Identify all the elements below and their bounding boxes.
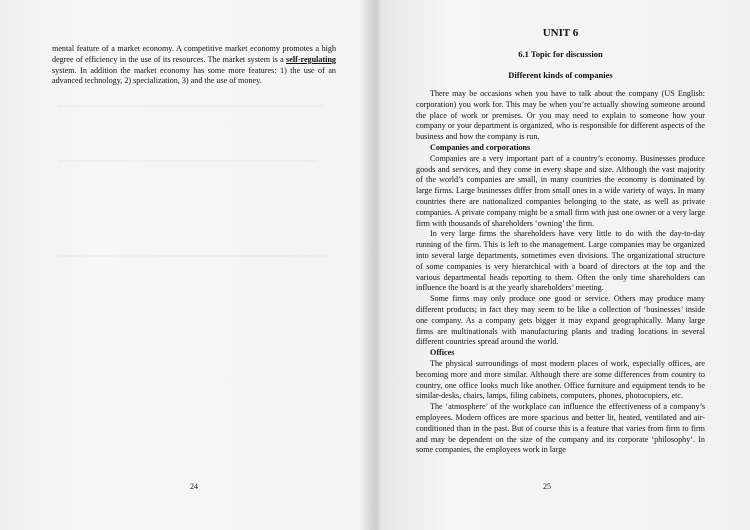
paragraph-products: Some firms may only produce one good or service. Others may produce many different products; in fact they may seem to be like a collection of ‘businesses’ inside one company. As a company gets bigger it may expand geographically. Many large firms are multinationals with manufacturing plants and trading locations in several different countries spread around the world.	[416, 294, 705, 347]
topic-heading: 6.1 Topic for discussion	[518, 49, 603, 59]
paragraph-atmosphere: The ‘atmosphere’ of the workplace can influence the effectiveness of a company’s employees. Modern offices are more spacious and better lit, heated, ventilated and air-conditioned than in the past. But of course this is a feature that varies from firm to firm and may be dependent on the size of the company and its corporate ‘philosophy’. In some companies, the employees work in large	[416, 402, 705, 455]
section-title: Different kinds of companies	[508, 70, 613, 80]
left-line-1: mental feature of a market economy. A competitive market economy promotes a	[52, 44, 319, 53]
right-page	[378, 0, 750, 530]
right-page-text	[416, 89, 705, 456]
left-line-2: high degree of efficiency in the use of its resources. The market system is a	[52, 44, 337, 64]
left-line-4: 1) the use of an advanced technology, 2) specialization, 3) and the use of money.	[52, 65, 336, 86]
heading-offices: Offices	[430, 348, 455, 358]
heading-companies-corporations: Companies and corporations	[430, 142, 531, 152]
paragraph-offices: The physical surroundings of most modern places of work, especially offices, are becoming more and more similar. Although there are some differences from country to country, one office looks much like another. Office furniture and equipment tends to be similar-desks, chairs, lamps, filing cabinets, computers, phones, photocopiers, etc.	[416, 358, 705, 401]
show-through-text	[58, 105, 324, 107]
left-page	[0, 0, 372, 530]
right-page-number: 25	[543, 482, 551, 491]
left-page-text	[52, 44, 336, 87]
left-page-number: 24	[190, 482, 198, 491]
self-regulating-term: self-regulating	[286, 54, 336, 64]
left-line-3: system. In addition the market economy has some more features:	[52, 65, 277, 75]
show-through-text	[58, 160, 318, 162]
paragraph-companies: Companies are a very important part of a country’s economy. Businesses produce goods and services, and they come in every shape and size. Although the vast majority of the world’s companies are small, in many countries the economy is dominated by large firms. Large businesses differ from small ones in a wide variety of ways. In many countries there are nationalized companies belonging to the state, as well as private companies. A private company might be a small firm with just one owner or a very large firm with thousands of shareholders ‘owning’ the firm.	[416, 153, 705, 228]
paragraph-occasions: There may be occasions when you have to talk about the company (US English: corporation) you work for. This may be when you’re actually showing someone around the place of work or premises. Or you may need to explain to someone how your company or your department is organized, who is responsible for different aspects of the business and how the company is run.	[416, 89, 705, 142]
left-paragraph	[52, 44, 336, 87]
show-through-text	[58, 255, 328, 257]
unit-heading: UNIT 6	[542, 27, 579, 39]
paragraph-shareholders: In very large firms the shareholders have very little to do with the day-to-day running of the firm. This is left to the management. Large companies may be organized into several large departments, sometimes even divisions. The organizational structure of some companies is very hierarchical with a board of directors at the top and the various departmental heads reporting to them. Often the only time shareholders can influence the board is at the yearly shareholders’ meeting.	[416, 229, 705, 293]
